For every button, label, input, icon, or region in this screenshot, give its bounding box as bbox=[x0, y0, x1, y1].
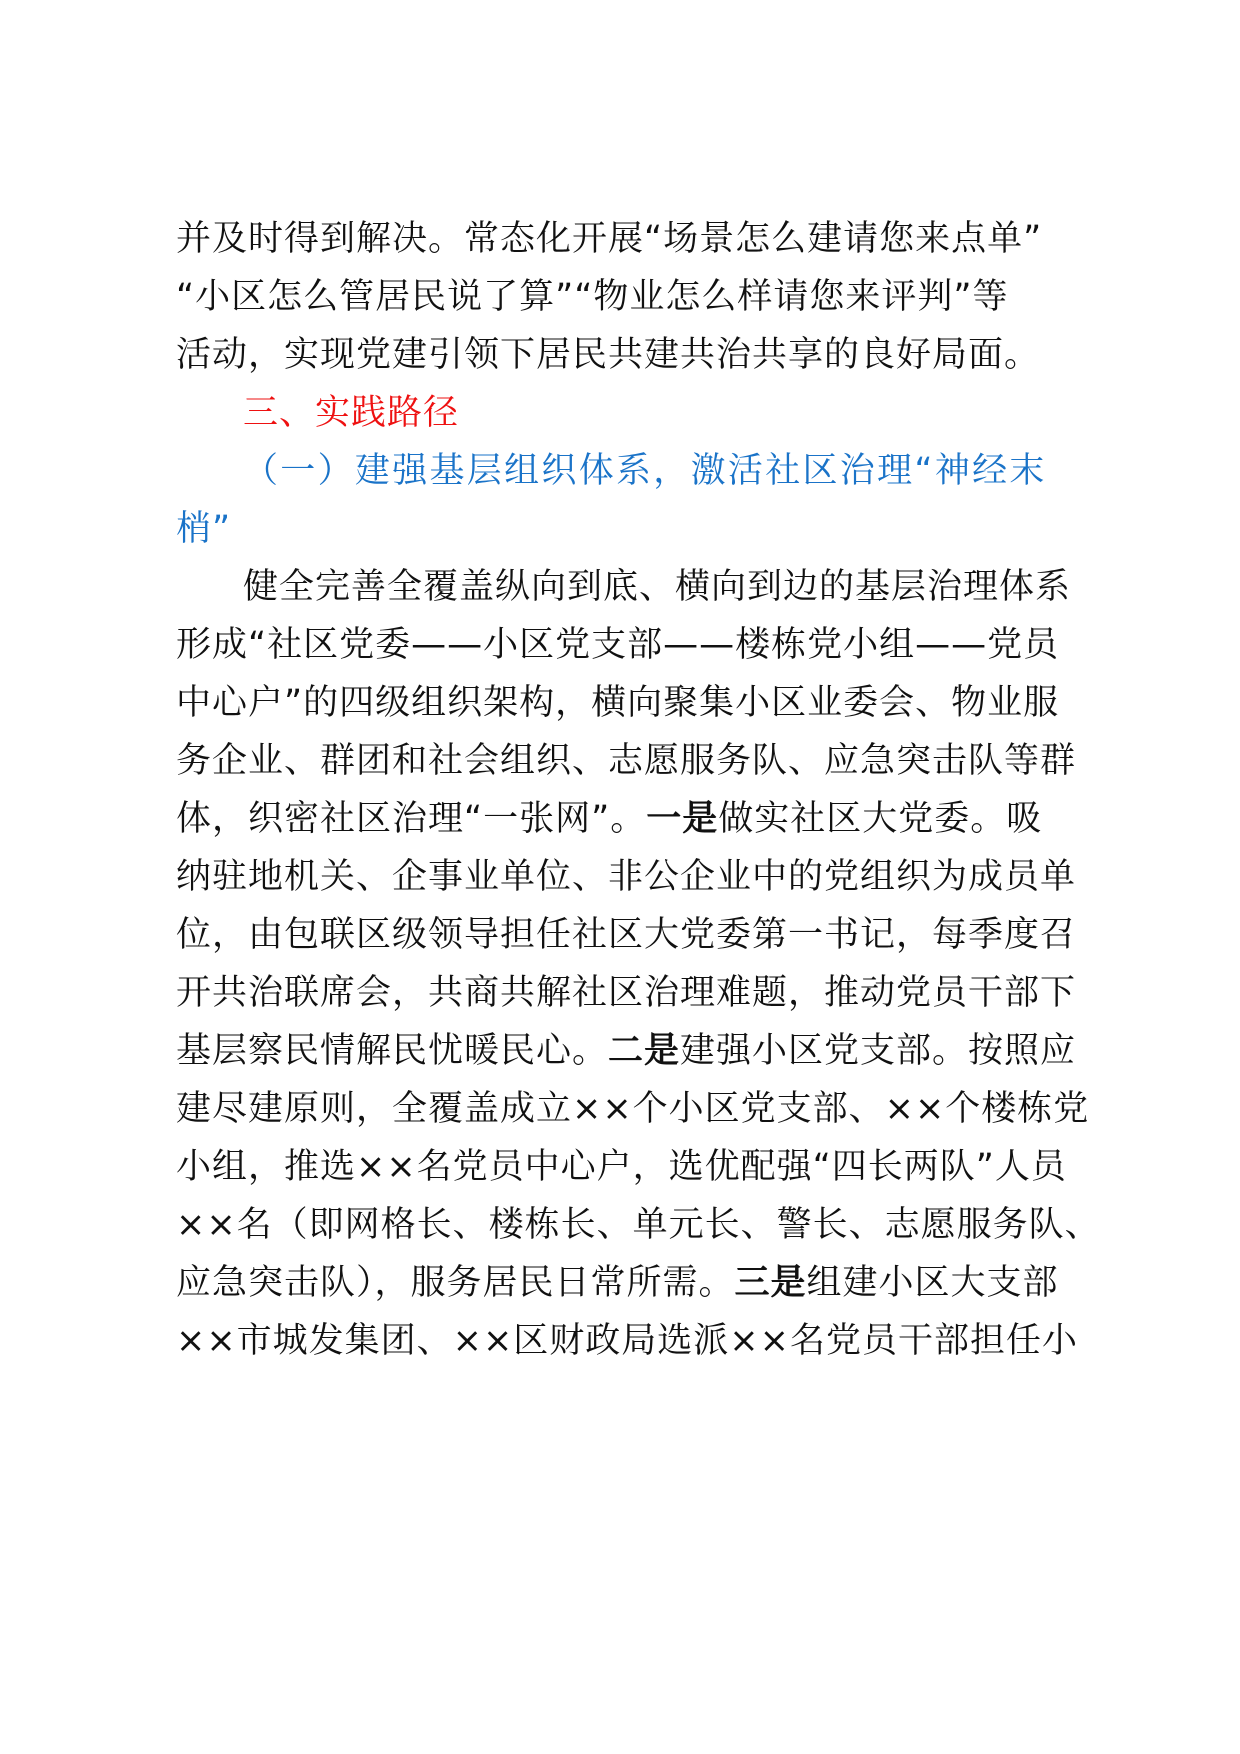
line-text: 小组，推选××名党员中心户，选优配强“四长两队”人员 bbox=[176, 1147, 1067, 1187]
line-text: 健全完善全覆盖纵向到底、横向到边的基层治理体系 bbox=[243, 567, 1072, 607]
paragraph-line bbox=[176, 845, 1116, 909]
emphasis-label: 二是 bbox=[608, 1031, 681, 1071]
line-text: 形成“社区党委——小区党支部——楼栋党小组——党员 bbox=[176, 625, 1060, 665]
paragraph-line bbox=[176, 1135, 1116, 1199]
subsection-heading-text: （一）建强基层组织体系，激活社区治理“神经末 bbox=[243, 451, 1047, 491]
paragraph-line bbox=[176, 1077, 1116, 1141]
line-text: “小区怎么管居民说了算”“物业怎么样请您来评判”等 bbox=[176, 277, 1009, 317]
paragraph-line bbox=[176, 1193, 1116, 1257]
line-text: 建尽建原则，全覆盖成立××个小区党支部、××个楼栋党 bbox=[176, 1089, 1090, 1129]
line-text: 建强小区党支部。按照应 bbox=[680, 1031, 1077, 1071]
section-heading bbox=[243, 381, 1116, 445]
paragraph-line bbox=[176, 265, 1116, 329]
paragraph-line bbox=[176, 1309, 1116, 1373]
paragraph-line bbox=[176, 729, 1116, 793]
line-text: 中心户”的四级组织架构，横向聚集小区业委会、物业服 bbox=[176, 683, 1060, 723]
line-text: 活动，实现党建引领下居民共建共治共享的良好局面。 bbox=[176, 335, 1041, 375]
emphasis-label: 三是 bbox=[734, 1263, 807, 1303]
paragraph-line bbox=[176, 903, 1116, 967]
paragraph-line bbox=[176, 1251, 1116, 1315]
line-text: 基层察民情解民忧暖民心。 bbox=[176, 1031, 609, 1071]
line-text: 纳驻地机关、企事业单位、非公企业中的党组织为成员单 bbox=[176, 857, 1077, 897]
subsection-heading-text: 梢” bbox=[176, 509, 232, 549]
line-text: 位，由包联区级领导担任社区大党委第一书记，每季度召 bbox=[176, 915, 1077, 955]
paragraph-line bbox=[176, 613, 1116, 677]
line-text: 应急突击队），服务居民日常所需。 bbox=[176, 1263, 735, 1303]
paragraph-line bbox=[176, 961, 1116, 1025]
line-text: 务企业、群团和社会组织、志愿服务队、应急突击队等群 bbox=[176, 741, 1077, 781]
paragraph-line bbox=[176, 671, 1116, 735]
paragraph-line bbox=[176, 207, 1116, 271]
line-text: 开共治联席会，共商共解社区治理难题，推动党员干部下 bbox=[176, 973, 1077, 1013]
line-text: 组建小区大支部 bbox=[806, 1263, 1059, 1303]
emphasis-label: 一是 bbox=[646, 799, 719, 839]
paragraph-line bbox=[176, 323, 1116, 387]
subsection-heading-continued bbox=[176, 497, 1116, 561]
subsection-heading bbox=[243, 439, 1116, 503]
line-text: ××市城发集团、××区财政局选派××名党员干部担任小 bbox=[176, 1321, 1078, 1361]
paragraph-line bbox=[243, 555, 1116, 619]
line-text: 体，织密社区治理“一张网”。 bbox=[176, 799, 647, 839]
line-text: ××名（即网格长、楼栋长、单元长、警长、志愿服务队、 bbox=[176, 1205, 1101, 1245]
line-text: 并及时得到解决。常态化开展“场景怎么建请您来点单” bbox=[176, 219, 1043, 259]
line-text: 做实社区大党委。吸 bbox=[718, 799, 1043, 839]
paragraph-line bbox=[176, 787, 1116, 851]
section-heading-text: 三、实践路径 bbox=[243, 393, 460, 433]
paragraph-line bbox=[176, 1019, 1116, 1083]
